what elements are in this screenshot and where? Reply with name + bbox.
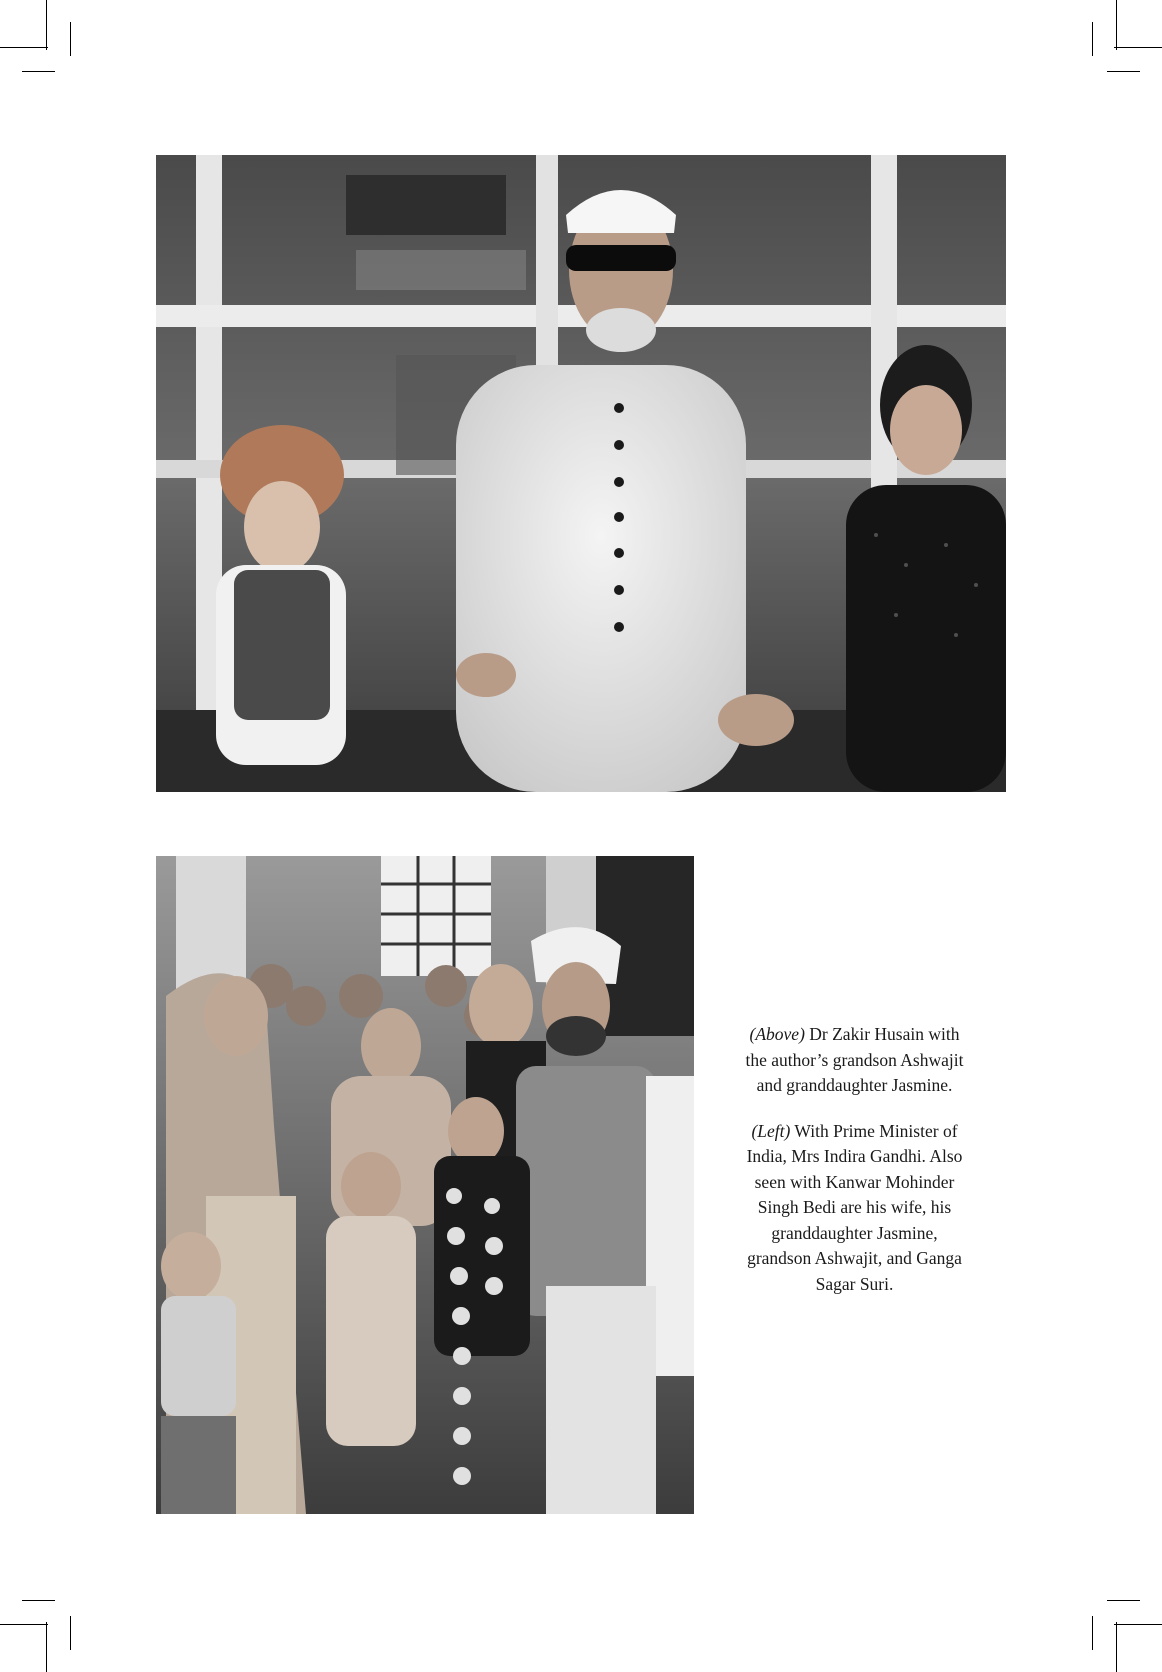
crop-mark	[1092, 22, 1093, 56]
crop-mark	[1107, 71, 1140, 72]
crop-mark	[1092, 1616, 1093, 1650]
crop-mark	[22, 1600, 55, 1601]
crop-mark	[22, 71, 55, 72]
crop-mark	[46, 1622, 47, 1672]
crop-mark	[1114, 1624, 1162, 1625]
crop-mark	[1116, 1622, 1117, 1672]
caption-above-text: Dr Zakir Husain with the author’s grandson Ashwajit and granddaughter Jasmine.	[745, 1024, 964, 1095]
caption-above	[742, 1022, 967, 1099]
photo-zakir-husain	[156, 155, 1006, 792]
photo-top-image	[156, 155, 1006, 792]
crop-mark	[0, 47, 48, 48]
crop-mark	[46, 0, 47, 50]
caption-left-text: With Prime Minister of India, Mrs Indira Gandhi. Also seen with Kanwar Mohinder Singh Bedi are his wife, his granddaughter Jasmine, grandson Ashwajit, and Ganga Sagar Suri.	[746, 1120, 963, 1294]
caption-left-tag: (Left)	[751, 1120, 791, 1141]
crop-mark	[70, 1616, 71, 1650]
caption-left	[742, 1119, 967, 1298]
crop-mark	[0, 1624, 48, 1625]
caption-above-tag: (Above)	[749, 1024, 805, 1044]
photo-caption	[742, 1022, 967, 1317]
crop-mark	[1116, 0, 1117, 50]
photo-indira-gandhi-group	[156, 856, 694, 1514]
crop-mark	[1114, 47, 1162, 48]
crop-mark	[1107, 1600, 1140, 1601]
photo-bottom-image	[156, 856, 694, 1514]
crop-mark	[70, 22, 71, 56]
